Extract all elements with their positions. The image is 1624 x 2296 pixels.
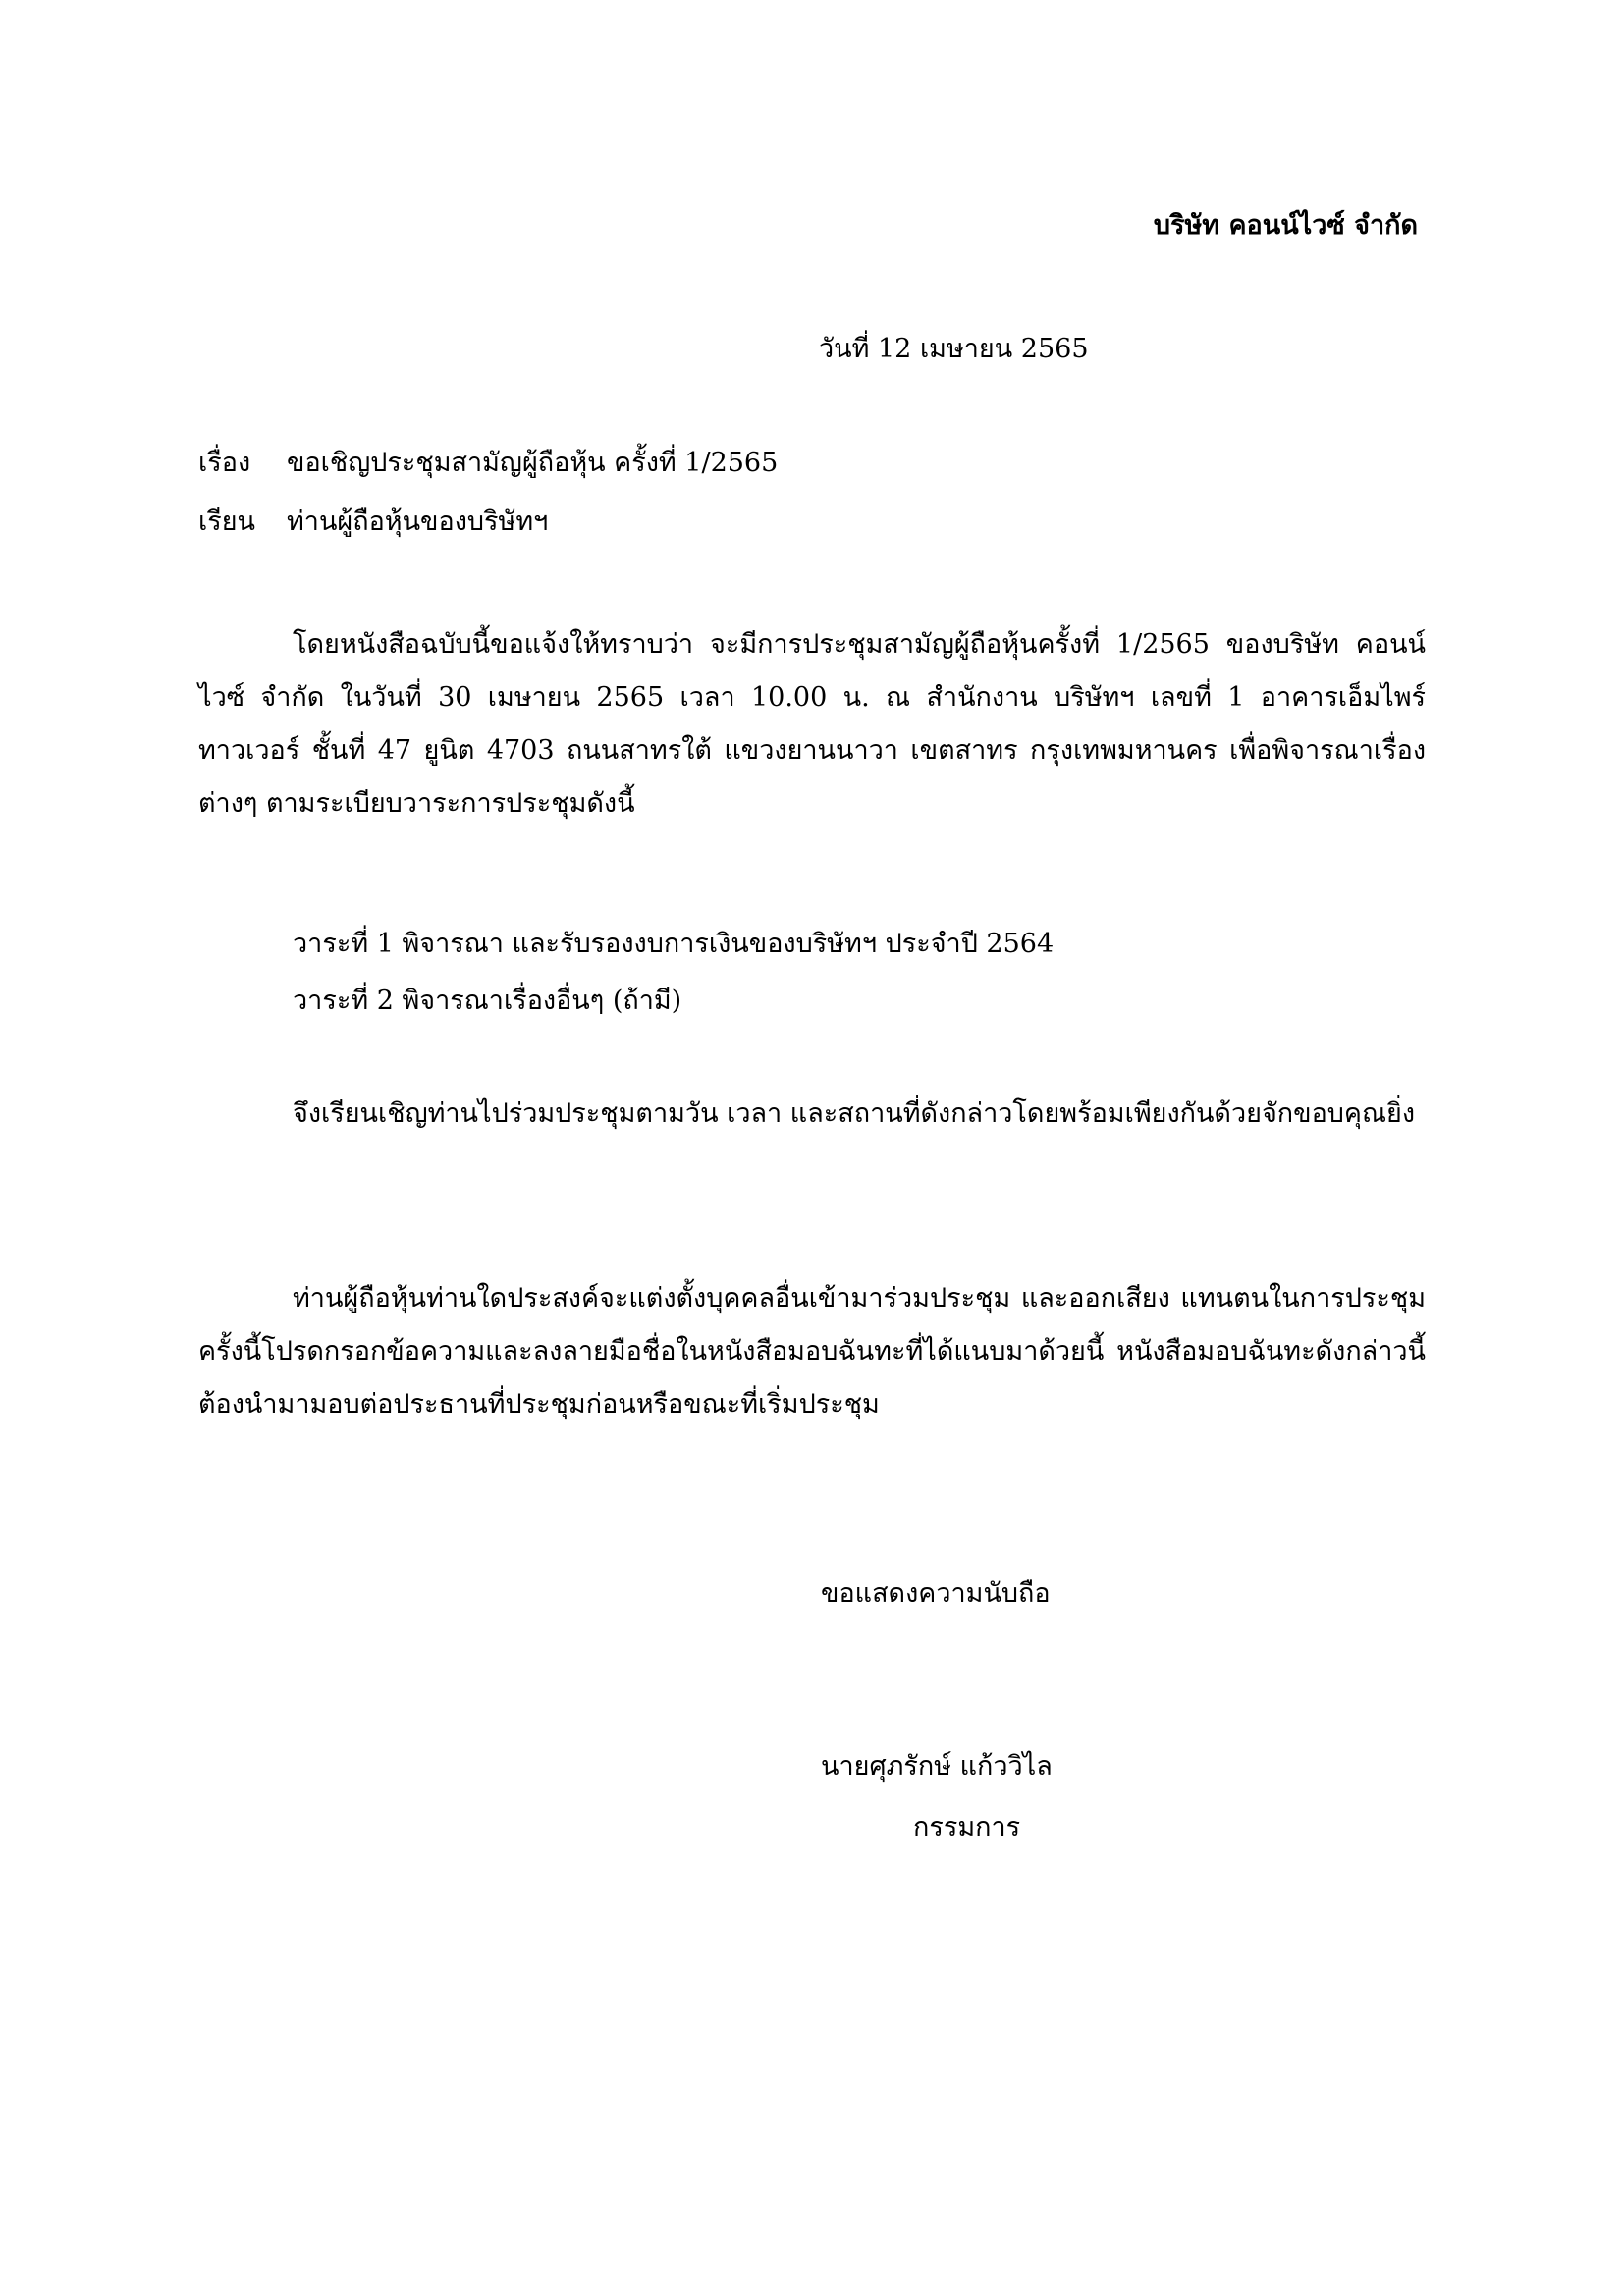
signer-title: กรรมการ bbox=[913, 1812, 1021, 1842]
recipient-label: เรียน bbox=[198, 507, 256, 537]
body-paragraph-proxy: ท่านผู้ถือหุ้นท่านใดประสงค์จะแต่งตั้งบุคคลอื่นเข้ามาร่วมประชุม และออกเสียง แทนตนในการประชุมครั้งนี้โปรดกรอกข้อความและลงลายมือชื่อในหนังสือมอบฉันทะที่ได้แนบมาด้วยนี้ หนังสือมอบฉันทะดังกล่าวนี้ต้องนำมามอบต่อประธานที่ประชุมก่อนหรือขณะที่เริ่มประชุม bbox=[198, 1283, 1426, 1419]
body-paragraph-notice: โดยหนังสือฉบับนี้ขอแจ้งให้ทราบว่า จะมีการประชุมสามัญผู้ถือหุ้นครั้งที่ 1/2565 ของบริษัท คอนน์ไวซ์ จำกัด ในวันที่ 30 เมษายน 2565 เวลา 10.00 น. ณ สำนักงาน บริษัทฯ เลขที่ 1 อาคารเอ็มไพร์ ทาวเวอร์ ชั้นที่ 47 ยูนิต 4703 ถนนสาทรใต้ แขวงยานนาวา เขตสาทร กรุงเทพมหานคร เพื่อพิจารณาเรื่องต่างๆ ตามระเบียบวาระการประชุมดังนี้ bbox=[198, 629, 1426, 819]
recipient-text: ท่านผู้ถือหุ้นของบริษัทฯ bbox=[287, 507, 549, 537]
subject-label: เรื่อง bbox=[198, 448, 251, 478]
agenda-item-1: วาระที่ 1 พิจารณา และรับรองงบการเงินของบริษัทฯ ประจำปี 2564 bbox=[293, 929, 1055, 959]
subject-text: ขอเชิญประชุมสามัญผู้ถือหุ้น ครั้งที่ 1/2565 bbox=[287, 448, 779, 478]
company-name: บริษัท คอนน์ไวซ์ จำกัด bbox=[1153, 210, 1418, 240]
letter-date: วันที่ 12 เมษายน 2565 bbox=[819, 334, 1089, 364]
agenda-item-2: วาระที่ 2 พิจารณาเรื่องอื่นๆ (ถ้ามี) bbox=[293, 986, 682, 1016]
body-paragraph-invitation: จึงเรียนเชิญท่านไปร่วมประชุมตามวัน เวลา และสถานที่ดังกล่าวโดยพร้อมเพียงกันด้วยจักขอบคุณยิ่ง bbox=[293, 1098, 1416, 1129]
closing-salutation: ขอแสดงความนับถือ bbox=[821, 1578, 1051, 1609]
signer-name: นายศุภรักษ์ แก้ววิไล bbox=[821, 1751, 1053, 1782]
